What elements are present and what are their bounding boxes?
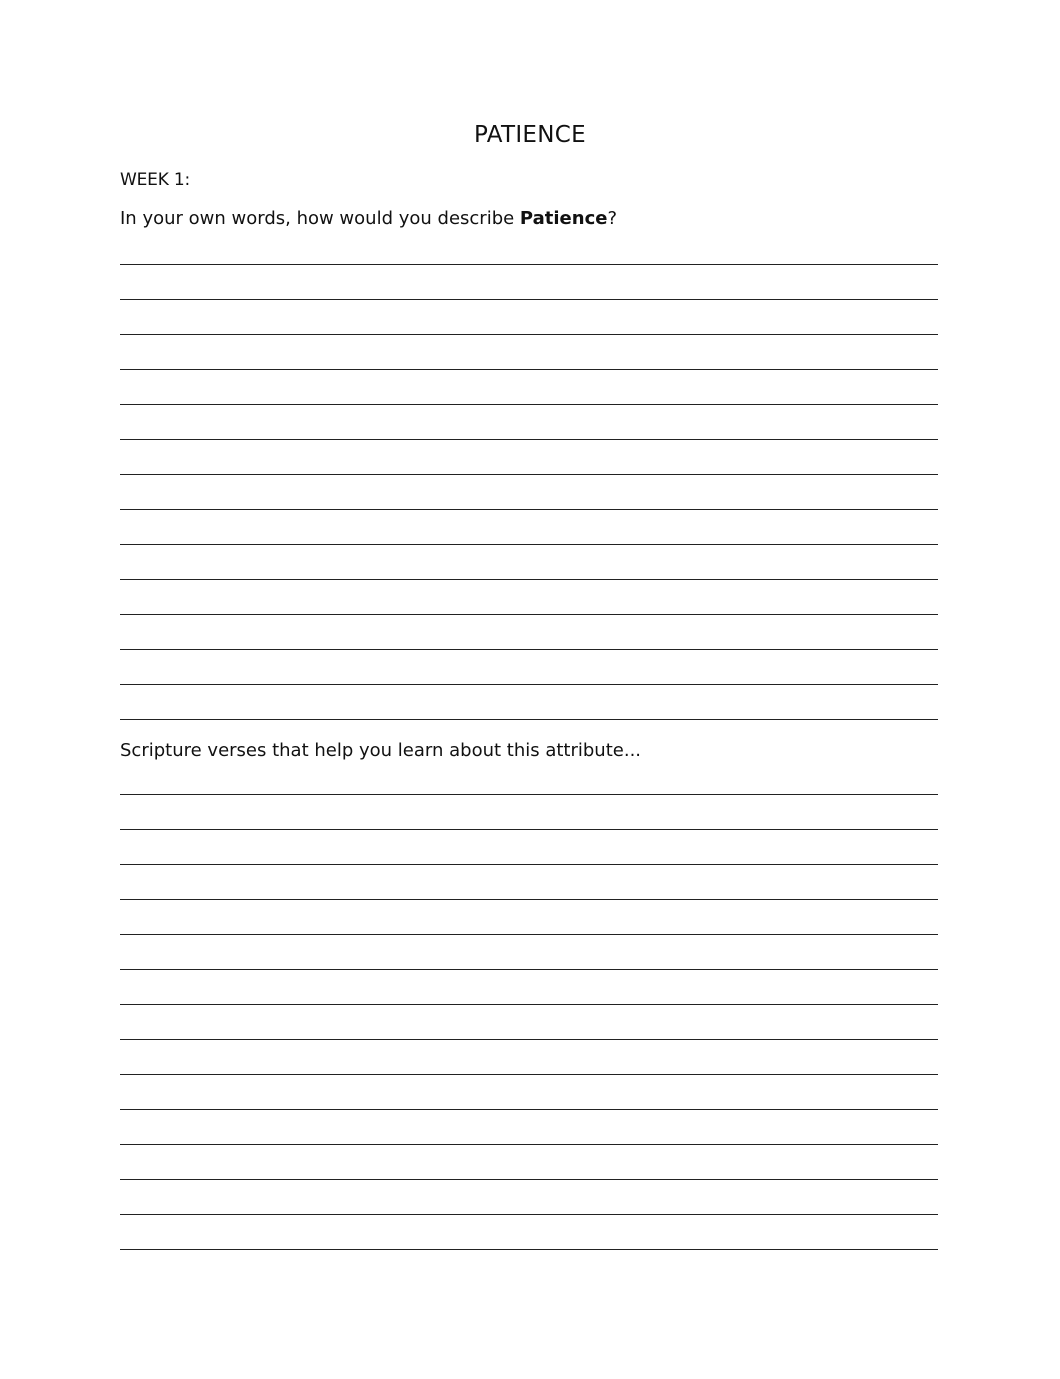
- answer-line[interactable]: [120, 1179, 938, 1180]
- answer-line[interactable]: [120, 794, 938, 795]
- answer-line[interactable]: [120, 1109, 938, 1110]
- answer-line[interactable]: [120, 474, 938, 475]
- answer-line[interactable]: [120, 264, 938, 265]
- question-emphasis: Patience: [519, 208, 608, 229]
- question-scripture-verses: Scripture verses that help you learn about this attribute...: [120, 740, 642, 761]
- answer-line[interactable]: [120, 334, 938, 335]
- answer-line[interactable]: [120, 864, 938, 865]
- answer-line[interactable]: [120, 899, 938, 900]
- answer-line[interactable]: [120, 829, 938, 830]
- answer-line[interactable]: [120, 934, 938, 935]
- answer-line[interactable]: [120, 614, 938, 615]
- answer-line[interactable]: [120, 1249, 938, 1250]
- question-text-end: ?: [607, 208, 618, 229]
- answer-line[interactable]: [120, 1004, 938, 1005]
- answer-line[interactable]: [120, 969, 938, 970]
- answer-line[interactable]: [120, 1039, 938, 1040]
- answer-line[interactable]: [120, 369, 938, 370]
- answer-line[interactable]: [120, 439, 938, 440]
- answer-line[interactable]: [120, 299, 938, 300]
- answer-line[interactable]: [120, 719, 938, 720]
- week-label: WEEK 1:: [120, 170, 190, 190]
- answer-line[interactable]: [120, 1144, 938, 1145]
- question-describe-patience: [120, 208, 617, 229]
- question-text-start: In your own words, how would you describe: [120, 208, 520, 229]
- answer-line[interactable]: [120, 404, 938, 405]
- answer-line[interactable]: [120, 684, 938, 685]
- answer-line[interactable]: [120, 1214, 938, 1215]
- answer-line[interactable]: [120, 509, 938, 510]
- page-title: PATIENCE: [474, 122, 586, 148]
- answer-line[interactable]: [120, 1074, 938, 1075]
- answer-line[interactable]: [120, 649, 938, 650]
- answer-line[interactable]: [120, 544, 938, 545]
- answer-line[interactable]: [120, 579, 938, 580]
